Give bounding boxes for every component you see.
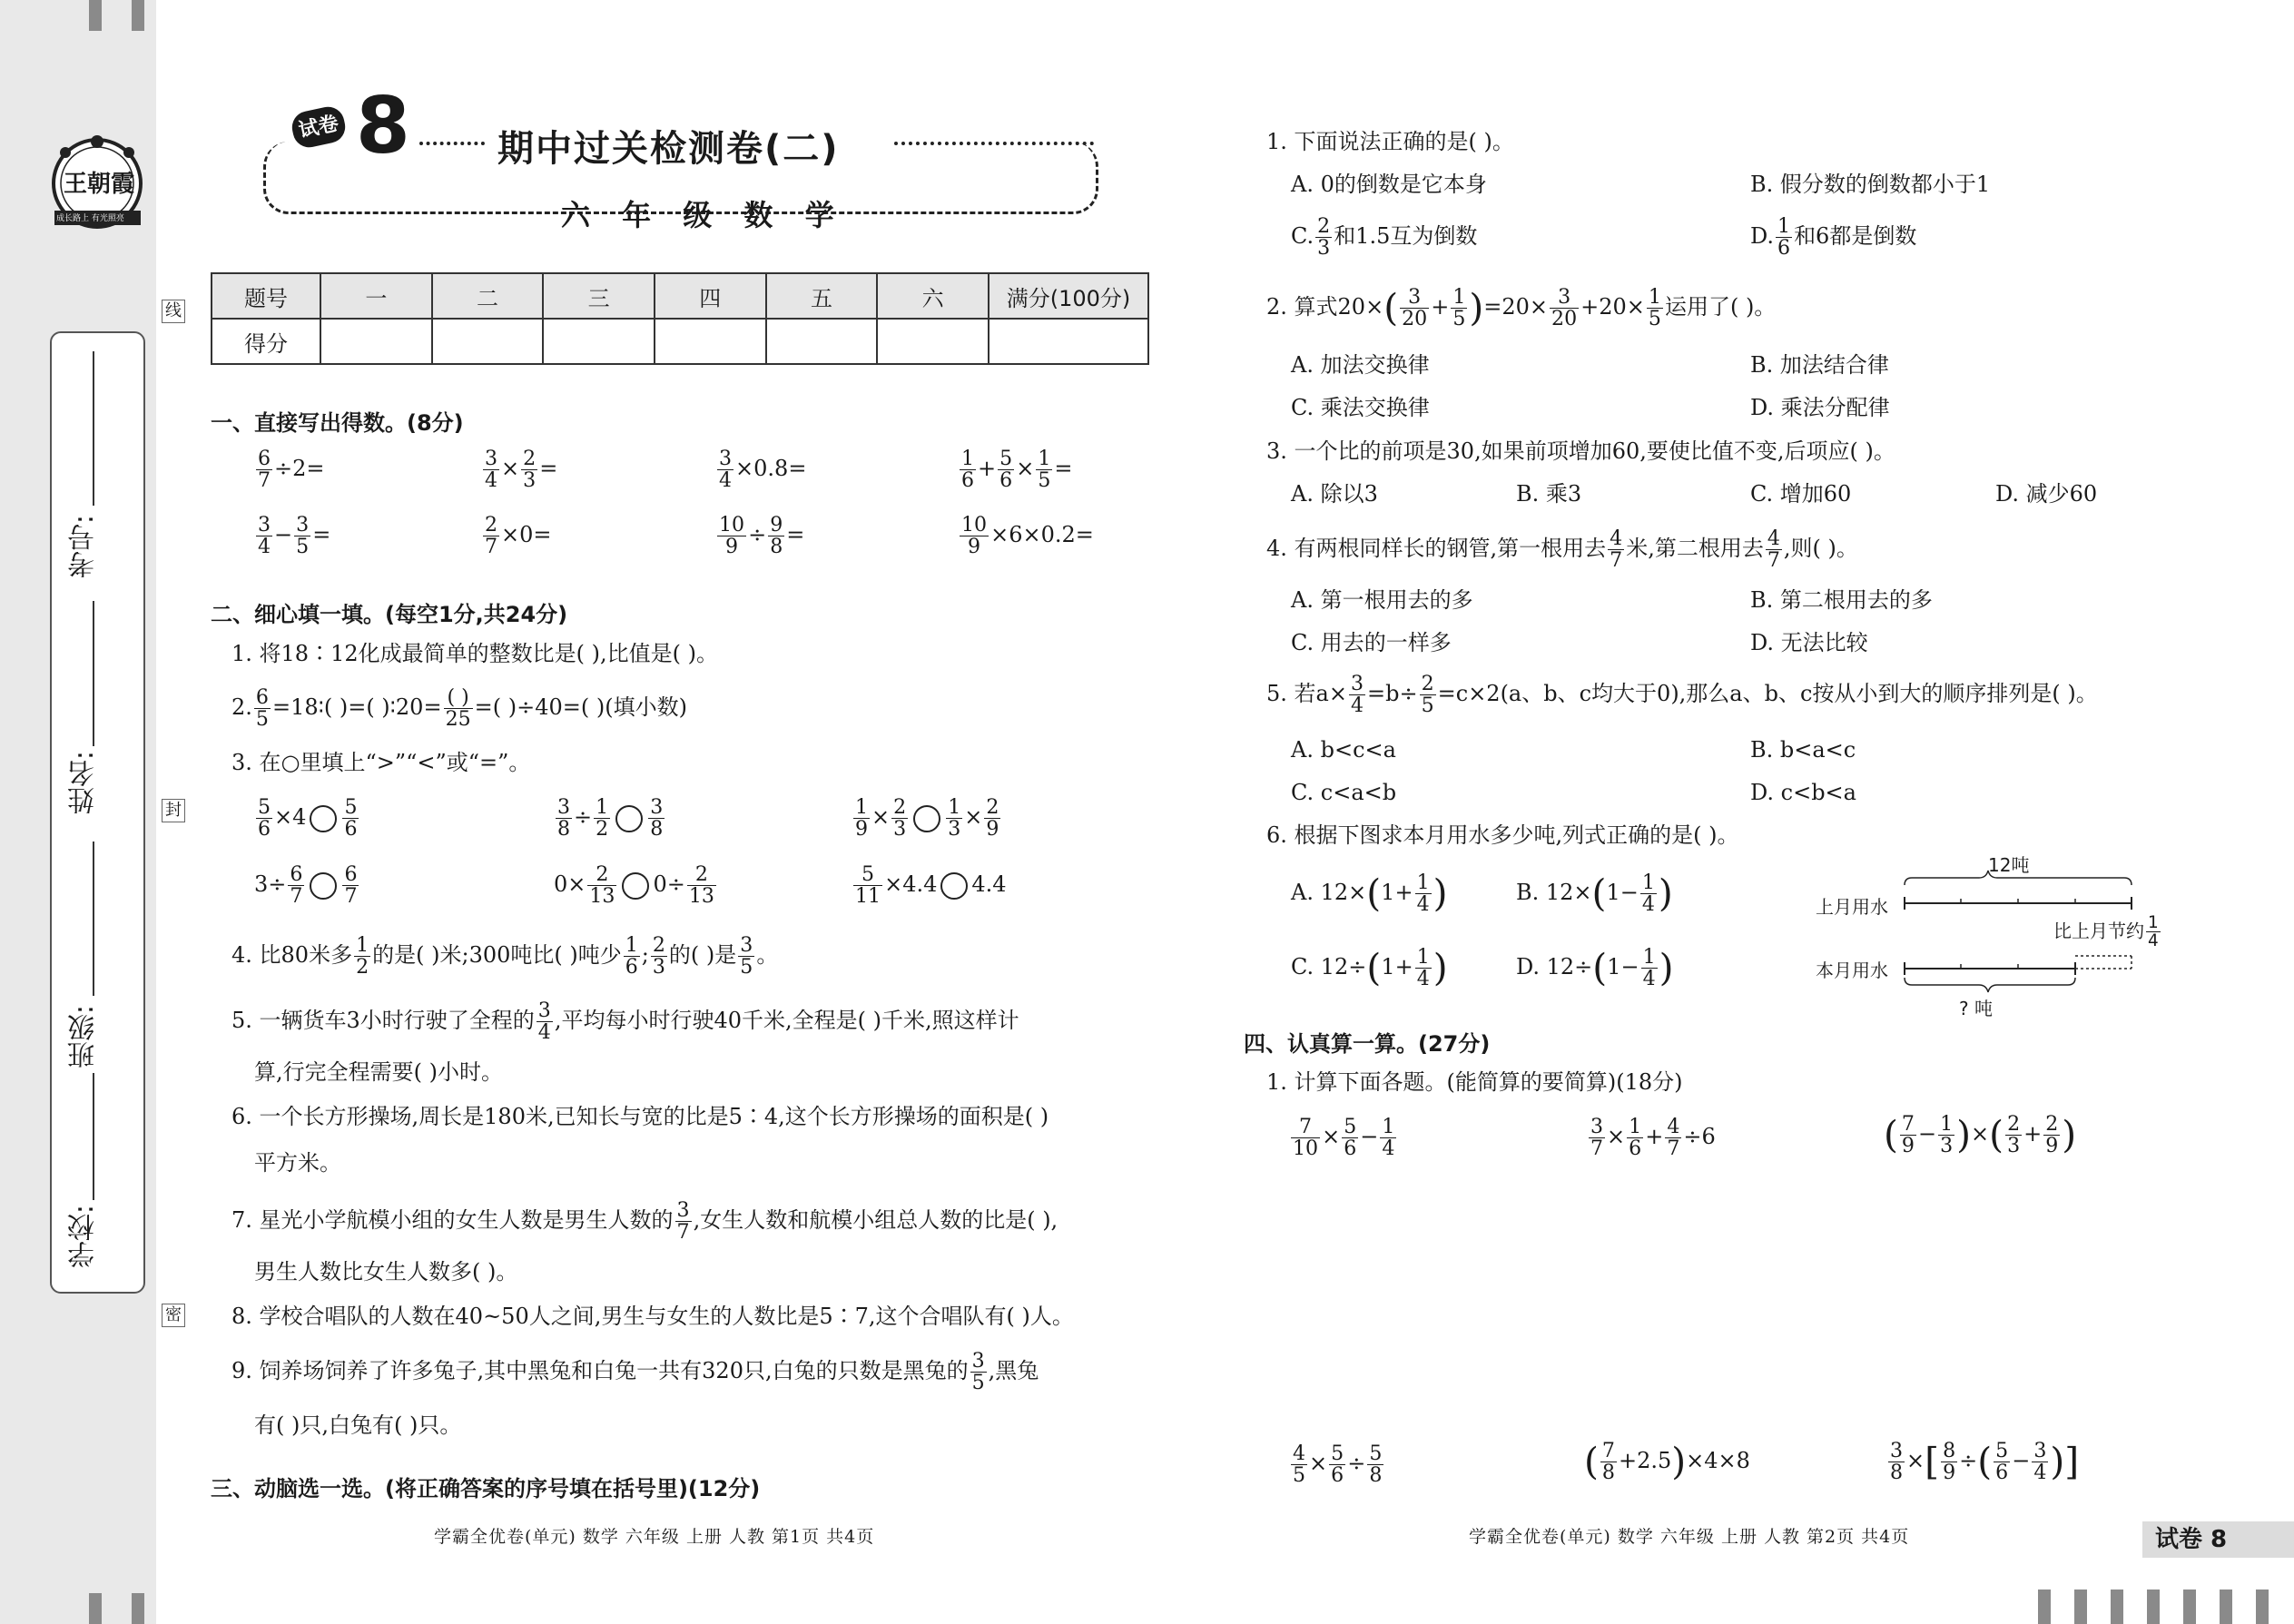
compare-circle[interactable] <box>310 805 337 832</box>
score-header-cell: 五 <box>766 273 878 319</box>
binding-tick <box>2256 1590 2269 1624</box>
score-cell[interactable] <box>766 319 878 364</box>
s2-q6-cont: 平方米。 <box>254 1150 341 1176</box>
title-dots-right <box>894 142 1094 145</box>
section-1-heading: 一、直接写出得数。(8分) <box>211 410 464 436</box>
footer-left: 学霸全优卷(单元) 数学 六年级 上册 人教 第1页 共4页 <box>434 1527 875 1547</box>
compare-circle[interactable] <box>940 872 968 900</box>
page-subtitle: 六 年 级 数 学 <box>561 198 845 232</box>
binding-tick <box>2183 1590 2196 1624</box>
exam-number: 8 <box>356 81 410 172</box>
binding-tick <box>2147 1590 2160 1624</box>
s2-q5-cont: 算,行完全程需要( )小时。 <box>254 1059 503 1085</box>
s3-q1-d: D. $\frac{1}{6}$ 和6都是倒数 <box>1750 215 1917 261</box>
diagram-unknown-label: ? 吨 <box>1959 998 1993 1019</box>
logo-name: 王朝霞 <box>64 171 135 198</box>
class-label: 班级: <box>68 1005 100 1069</box>
page-tag: 试卷 8 <box>2142 1521 2294 1558</box>
binding-tick <box>2038 1590 2051 1624</box>
s3-q1-a: A. 0的倒数是它本身 <box>1291 172 1487 197</box>
compare-item: $\frac{3}{8}$ ÷ $\frac{1}{2}$ $\frac{3}{8}$ <box>557 796 664 842</box>
s3-q4: 4. 有两根同样长的钢管,第一根用去 $\frac{4}{7}$ 米,第二根用去 $\frac{4}{7}$ ,则( )。 <box>1266 527 1858 573</box>
s3-q5-d: D. c<b<a <box>1750 780 1856 805</box>
diagram-this-month-label: 本月用水 <box>1816 960 1888 981</box>
score-header-cell: 三 <box>543 273 655 319</box>
s2-q9: 9. 饲养场饲养了许多兔子,其中黑兔和白兔一共有320只,白兔的只数是黑兔的 $\frac{3}{5}$ ,黑兔 <box>231 1350 1039 1395</box>
binding-tick <box>89 1593 102 1624</box>
class-line[interactable] <box>93 842 94 996</box>
s3-q1-c: C. $\frac{2}{3}$ 和1.5互为倒数 <box>1291 215 1478 261</box>
s1-item: $\frac{6}{7}$ ÷2= <box>258 448 325 493</box>
diagram-total-label: 12吨 <box>1988 854 2030 876</box>
score-cell[interactable] <box>543 319 655 364</box>
section-2-heading: 二、细心填一填。(每空1分,共24分) <box>211 602 568 627</box>
name-label: 姓名: <box>68 751 100 815</box>
s3-q3-d: D. 减少60 <box>1995 481 2098 507</box>
compare-circle[interactable] <box>622 872 649 900</box>
s2-q7: 7. 星光小学航模小组的女生人数是男生人数的 $\frac{3}{7}$ ,女生人数和航模小组总人数的比是( ), <box>231 1199 1058 1245</box>
s1-item: $\frac{3}{4}$ − $\frac{3}{5}$ = <box>258 514 331 559</box>
score-cell[interactable] <box>989 319 1148 364</box>
calc-item: $\frac{4}{5}$ × $\frac{5}{6}$ ÷ $\frac{5}{8}$ <box>1293 1442 1383 1488</box>
s1-item: $\frac{10}{9}$ ÷ $\frac{9}{8}$ = <box>719 514 805 559</box>
compare-item: 3÷ $\frac{6}{7}$ $\frac{6}{7}$ <box>254 863 358 909</box>
binding-tick <box>2220 1590 2232 1624</box>
student-info-card <box>50 331 145 1294</box>
s3-q3-a: A. 除以3 <box>1291 481 1378 507</box>
s3-q3: 3. 一个比的前项是30,如果前项增加60,要使比值不变,后项应( )。 <box>1266 438 1895 464</box>
s3-q3-b: B. 乘3 <box>1516 481 1582 507</box>
s2-q1: 1. 将18∶12化成最简单的整数比是( ),比值是( )。 <box>231 641 718 666</box>
s2-q8: 8. 学校合唱队的人数在40~50人之间,男生与女生的人数比是5∶7,这个合唱队有( )人。 <box>231 1304 1074 1329</box>
binding-tick <box>2111 1590 2123 1624</box>
binding-tick <box>132 1593 144 1624</box>
calc-item: ( $\frac{7}{8}$ +2.5)×4×8 <box>1584 1439 1750 1484</box>
title-dots-left <box>419 142 485 145</box>
s3-q6-c: C. 12÷(1+ $\frac{1}{4}$ ) <box>1291 945 1448 990</box>
diagram-saved-label: 比上月节约 $\frac{1}{4}$ <box>2053 913 2159 951</box>
score-header-cell: 六 <box>877 273 989 319</box>
s3-q6-b: B. 12×(1− $\frac{1}{4}$ ) <box>1516 871 1673 916</box>
s1-item: $\frac{1}{6}$ + $\frac{5}{6}$ × $\frac{1}{5}$ = <box>961 448 1073 493</box>
s3-q4-c: C. 用去的一样多 <box>1291 630 1452 655</box>
calc-item: $\frac{7}{10}$ × $\frac{5}{6}$ − $\frac{1}{4}$ <box>1293 1116 1395 1161</box>
s3-q2-b: B. 加法结合律 <box>1750 352 1889 378</box>
s3-q2: 2. 算式20×( $\frac{3}{20}$ + $\frac{1}{5}$ )=20× $\frac{3}{20}$ +20× $\frac{1}{5}$ 运用了( )。 <box>1266 285 1777 330</box>
compare-item: $\frac{1}{9}$ × $\frac{2}{3}$ $\frac{1}{3}$ × $\frac{2}{9}$ <box>855 796 999 842</box>
score-table <box>211 272 1149 365</box>
cut-mark: 线 <box>162 300 185 323</box>
s3-q4-a: A. 第一根用去的多 <box>1291 587 1473 613</box>
score-header-cell: 满分(100分) <box>989 273 1148 319</box>
exam-number-label: 考号: <box>68 515 100 579</box>
section-3-heading: 三、动脑选一选。(将正确答案的序号填在括号里)(12分) <box>211 1476 761 1501</box>
compare-item: 0× $\frac{2}{13}$ 0÷ $\frac{2}{13}$ <box>554 863 714 909</box>
score-cell[interactable] <box>320 319 432 364</box>
score-row <box>212 319 1148 364</box>
s2-q5: 5. 一辆货车3小时行驶了全程的 $\frac{3}{4}$ ,平均每小时行驶40千米,全程是( )千米,照这样计 <box>231 999 1019 1045</box>
name-line[interactable] <box>93 601 94 746</box>
calc-item: $\frac{3}{7}$ × $\frac{1}{6}$ + $\frac{4}{7}$ ÷6 <box>1590 1116 1716 1161</box>
s2-q2: 2. $\frac{6}{5}$ =18∶( )=( )∶20= $\frac{( )}{25}$ =( )÷40=( )(填小数) <box>231 686 687 732</box>
school-line[interactable] <box>93 1073 94 1200</box>
compare-item: $\frac{5}{11}$ ×4.4 4.4 <box>855 863 1007 909</box>
s3-q3-c: C. 增加60 <box>1750 481 1852 507</box>
s1-item: $\frac{3}{4}$ ×0.8= <box>719 448 807 493</box>
score-cell[interactable] <box>432 319 544 364</box>
s2-q4: 4. 比80米多 $\frac{1}{2}$ 的是( )米;300吨比( )吨少 $\frac{1}{6}$ ; $\frac{2}{3}$ 的( )是 $\frac{3}{5}$ 。 <box>231 934 779 979</box>
score-cell[interactable] <box>655 319 766 364</box>
compare-circle[interactable] <box>913 805 940 832</box>
compare-circle[interactable] <box>615 805 643 832</box>
s3-q2-c: C. 乘法交换律 <box>1291 395 1430 420</box>
score-row-label: 得分 <box>212 319 320 364</box>
s1-item: $\frac{10}{9}$ ×6×0.2= <box>961 514 1094 559</box>
s3-q6-a: A. 12×(1+ $\frac{1}{4}$ ) <box>1291 871 1448 916</box>
s3-q4-d: D. 无法比较 <box>1750 630 1868 655</box>
s2-q9-cont: 有( )只,白兔有( )只。 <box>254 1412 462 1438</box>
section-4-heading: 四、认真算一算。(27分) <box>1244 1031 1491 1057</box>
s3-q5-b: B. b<a<c <box>1750 737 1856 763</box>
exam-badge: 试卷 <box>289 103 348 150</box>
binding-tick <box>132 0 144 31</box>
cut-mark: 密 <box>162 1304 185 1327</box>
s3-q5: 5. 若a× $\frac{3}{4}$ =b÷ $\frac{2}{5}$ =c×2(a、b、c均大于0),那么a、b、c按从小到大的顺序排列是( )。 <box>1266 673 2098 718</box>
score-header-row <box>212 273 1148 319</box>
s3-q6: 6. 根据下图求本月用水多少吨,列式正确的是( )。 <box>1266 822 1739 848</box>
s3-q5-c: C. c<a<b <box>1291 780 1397 805</box>
s2-q6: 6. 一个长方形操场,周长是180米,已知长与宽的比是5∶4,这个长方形操场的面积是( ) <box>231 1104 1049 1129</box>
cut-mark: 封 <box>162 799 185 822</box>
s1-item: $\frac{2}{7}$ ×0= <box>485 514 552 559</box>
s1-item: $\frac{3}{4}$ × $\frac{2}{3}$ = <box>485 448 558 493</box>
calc-item: $\frac{3}{8}$ ×[ $\frac{8}{9}$ ÷( $\frac{5}{6}$ − $\frac{3}{4}$ )] <box>1890 1439 2080 1484</box>
score-header-cell: 四 <box>655 273 766 319</box>
water-usage-diagram <box>1807 854 2188 1021</box>
s4-q1: 1. 计算下面各题。(能简算的要简算)(18分) <box>1266 1069 1683 1095</box>
score-header-cell: 一 <box>320 273 432 319</box>
s3-q1: 1. 下面说法正确的是( )。 <box>1266 129 1514 154</box>
binding-tick <box>89 0 102 31</box>
score-cell[interactable] <box>877 319 989 364</box>
calc-item: ( $\frac{7}{9}$ − $\frac{1}{3}$ )×( $\frac{2}{3}$ + $\frac{2}{9}$ ) <box>1884 1112 2077 1157</box>
s3-q4-b: B. 第二根用去的多 <box>1750 587 1933 613</box>
s3-q1-b: B. 假分数的倒数都小于1 <box>1750 172 1991 197</box>
s2-q3: 3. 在○里填上“>”“<”或“=”。 <box>231 750 531 775</box>
s3-q6-d: D. 12÷(1− $\frac{1}{4}$ ) <box>1516 945 1674 990</box>
school-label: 学校: <box>68 1205 100 1269</box>
footer-right: 学霸全优卷(单元) 数学 六年级 上册 人教 第2页 共4页 <box>1469 1527 1910 1547</box>
logo-motto: 成长路上 有光照亮 <box>56 214 124 223</box>
s2-q7-cont: 男生人数比女生人数多( )。 <box>254 1259 518 1284</box>
brand-logo <box>45 127 150 236</box>
diagram-last-month-label: 上月用水 <box>1816 896 1888 918</box>
s3-q5-a: A. b<c<a <box>1291 737 1396 763</box>
compare-item: $\frac{5}{6}$ ×4 $\frac{5}{6}$ <box>258 796 358 842</box>
compare-circle[interactable] <box>310 872 337 900</box>
s3-q2-d: D. 乘法分配律 <box>1750 395 1890 420</box>
score-header-cell: 题号 <box>212 273 320 319</box>
score-header-cell: 二 <box>432 273 544 319</box>
page-title: 期中过关检测卷(二) <box>497 128 840 170</box>
binding-tick <box>2074 1590 2087 1624</box>
exam-number-line[interactable] <box>93 351 94 506</box>
s3-q2-a: A. 加法交换律 <box>1291 352 1430 378</box>
